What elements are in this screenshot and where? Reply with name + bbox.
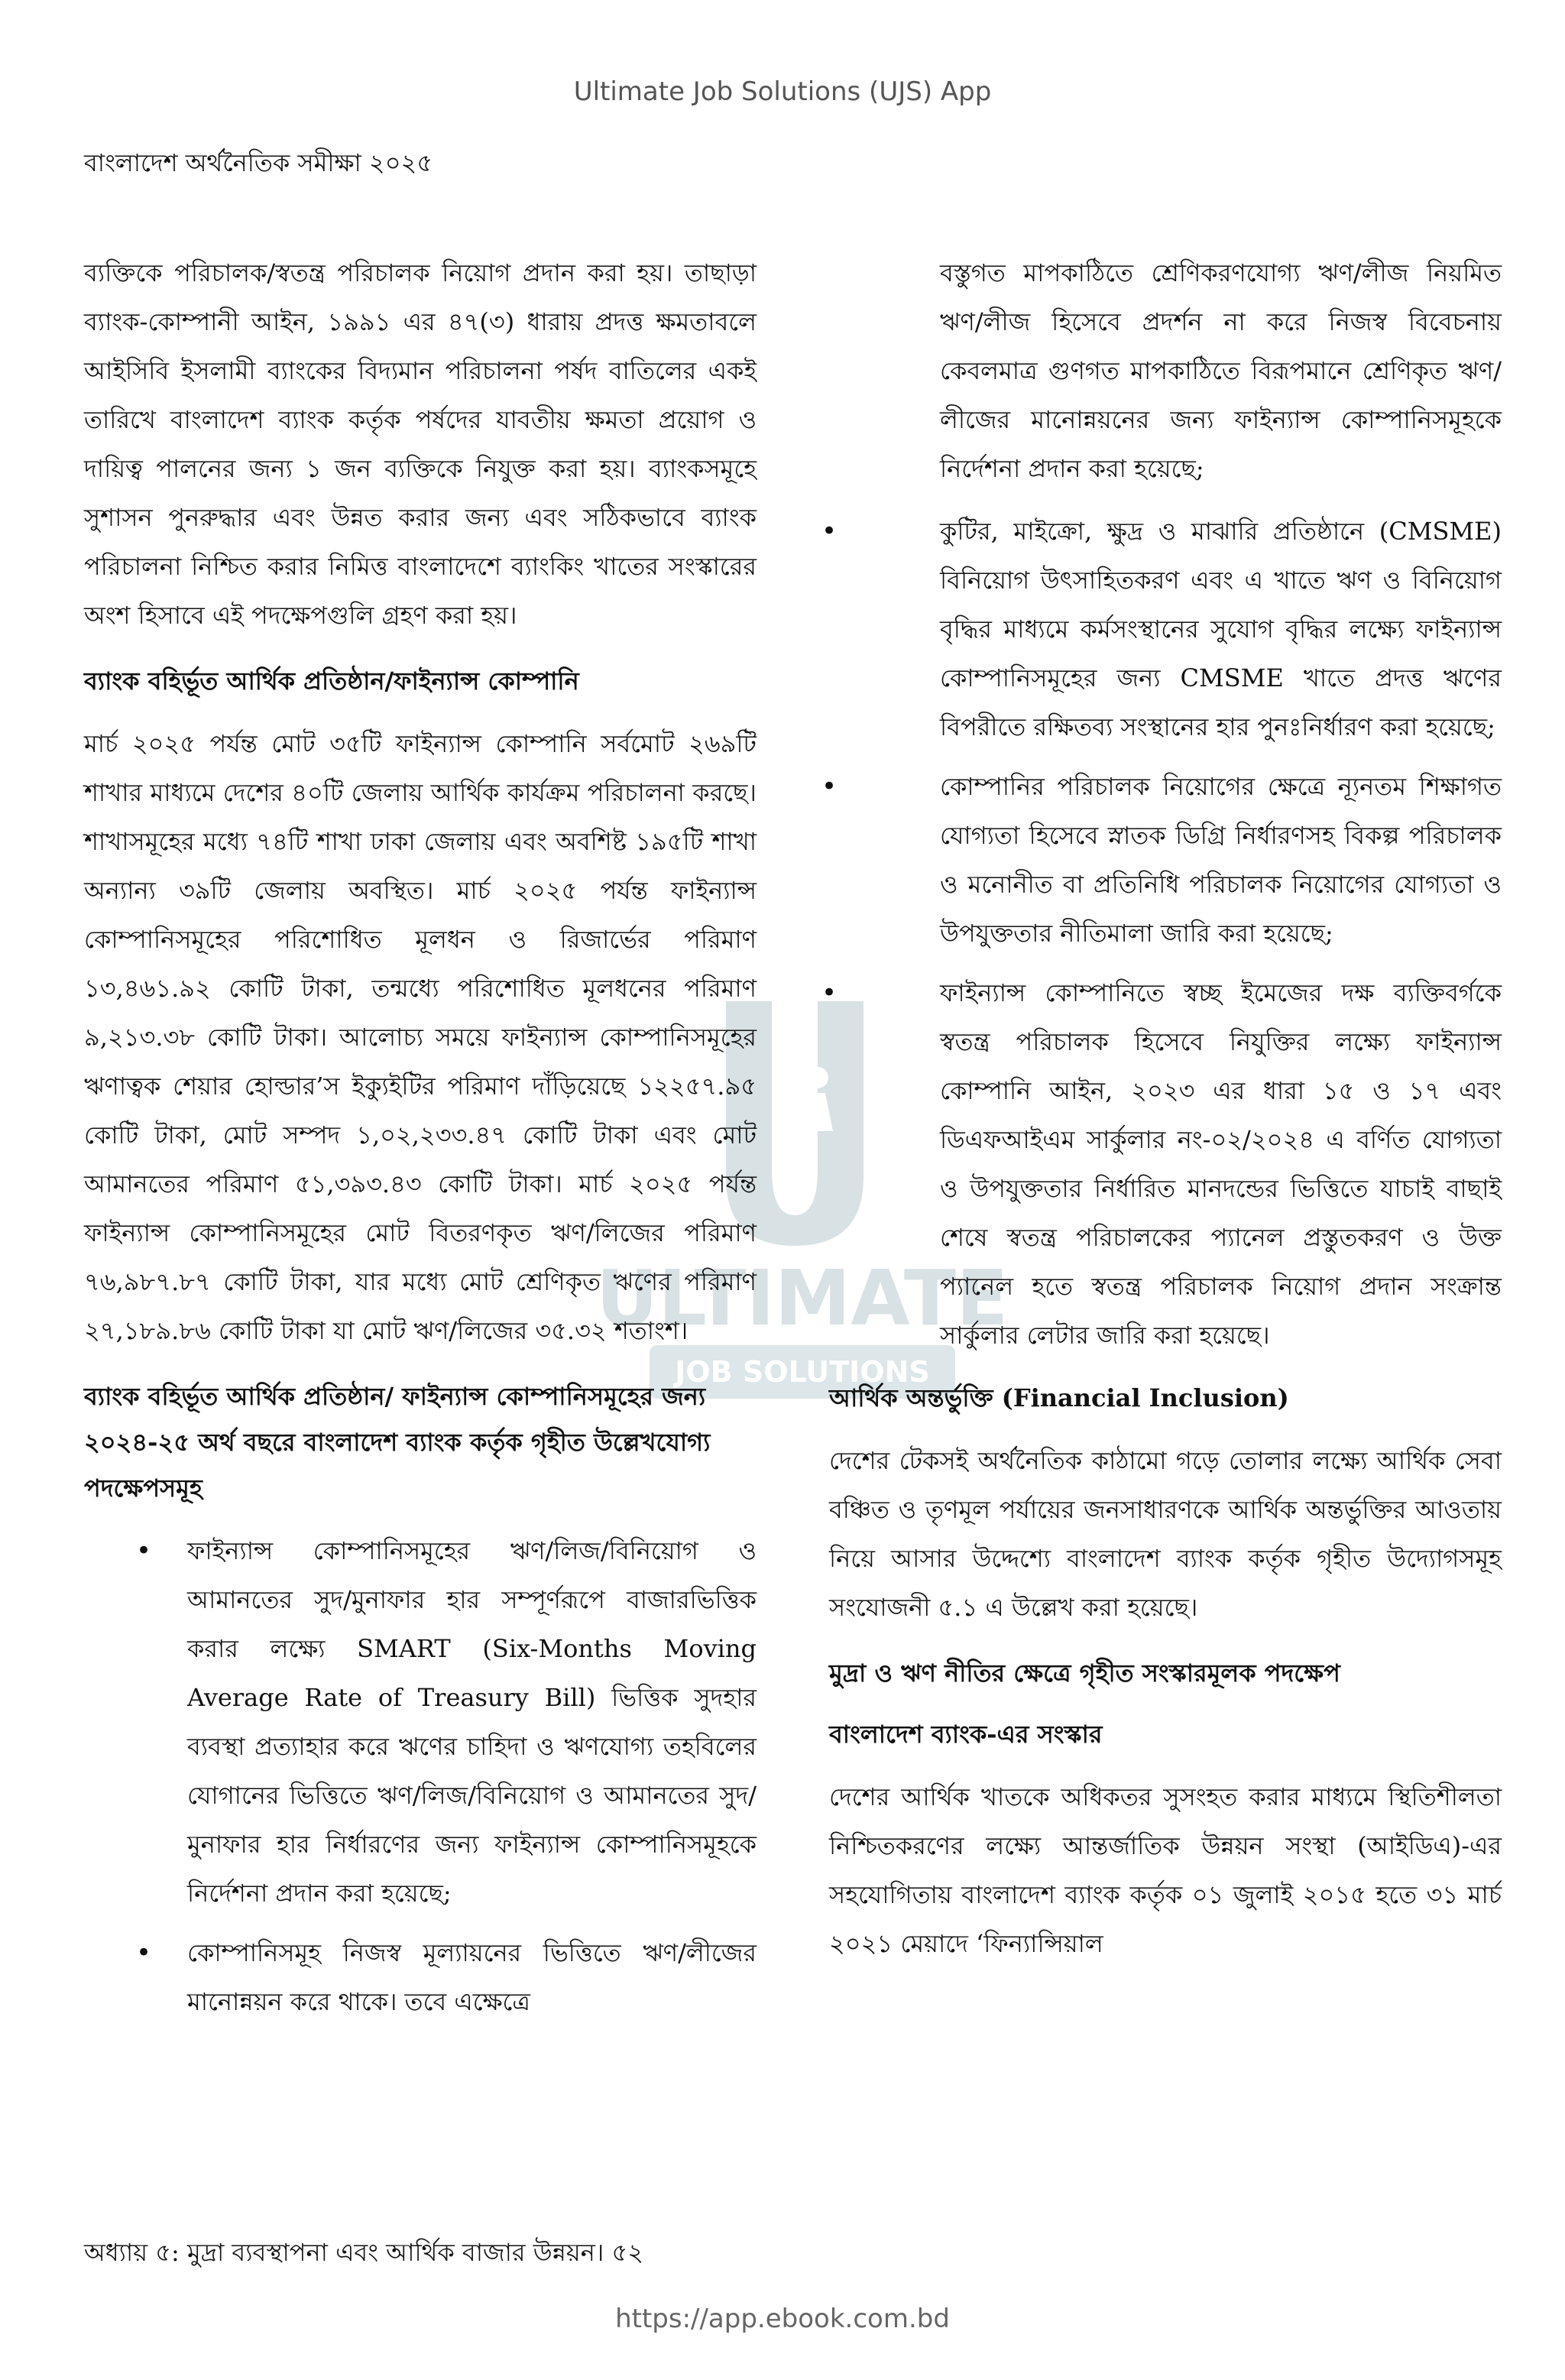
document-title: বাংলাদেশ অর্থনৈতিক সমীক্ষা ২০২৫ [84,148,433,177]
left-column [84,248,757,2041]
right-bullet-list [829,248,1502,1360]
list-item-continuation: বস্তুগত মাপকাঠিতে শ্রেণিকরণযোগ্য ঋণ/লীজ নিয়মিত ঋণ/লীজ হিসেবে প্রদর্শন না করে নিজস্ব বিবেচনায় কেবলমাত্র গুণগত মাপকাঠিতে বিরূপমানে শ্রেণিকৃত ঋণ/লীজের মানোন্নয়নের জন্য ফাইন্যান্স কোম্পানিসমূহকে নির্দেশনা প্রদান করা হয়েছে; [940,258,1502,483]
right-paragraph-2: দেশের আর্থিক খাতকে অধিকতর সুসংহত করার মাধ্যমে স্থিতিশীলতা নিশ্চিতকরণের লক্ষ্যে আন্তর্জাতিক উন্নয়ন সংস্থা (আইডিএ)-এর সহযোগিতায় বাংলাদেশ ব্যাংক কর্তৃক ০১ জুলাই ২০১৫ হতে ৩১ মার্চ ২০২১ মেয়াদে ‘ফিন্যান্সিয়াল [829,1782,1502,1958]
list-item: • ফাইন্যান্স কোম্পানিসমূহের ঋণ/লিজ/বিনিয়োগ ও আমানতের সুদ/মুনাফার হার সম্পূর্ণরূপে বাজারভিত্তিক করার লক্ষ্যে SMART (Six-Months Moving Average Rate of Treasury Bill) ভিত্তিক সুদহার ব্যবস্থা প্রত্যাহার করে ঋণের চাহিদা ও ঋণযোগ্য তহবিলের যোগানের ভিত্তিতে ঋণ/লিজ/বিনিয়োগ ও আমানতের সুদ/মুনাফার হার নির্ধারণের জন্য ফাইন্যান্স কোম্পানিসমূহকে নির্দেশনা প্রদান করা হয়েছে; [84,1526,757,1918]
app-header: Ultimate Job Solutions (UJS) App [573,76,992,107]
left-paragraph-2: মার্চ ২০২৫ পর্যন্ত মোট ৩৫টি ফাইন্যান্স কোম্পানি সর্বমোট ২৬৯টি শাখার মাধ্যমে দেশের ৪০টি জেলায় আর্থিক কার্যক্রম পরিচালনা করছে। শাখাসমূহের মধ্যে ৭৪টি শাখা ঢাকা জেলায় এবং অবশিষ্ট ১৯৫টি শাখা অন্যান্য ৩৯টি জেলায় অবস্থিত। মার্চ ২০২৫ পর্যন্ত ফাইন্যান্স কোম্পানিসমূহের পরিশোধিত মূলধন ও রিজার্ভের পরিমাণ ১৩,৪৬১.৯২ কোটি টাকা, তন্মধ্যে পরিশোধিত মূলধনের পরিমাণ ৯,২১৩.৩৮ কোটি টাকা। আলোচ্য সময়ে ফাইন্যান্স কোম্পানিসমূহের ঋণাত্বক শেয়ার হোল্ডার’স ইক্যুইটির পরিমাণ দাঁড়িয়েছে ১২২৫৭.৯৫ কোটি টাকা, মোট সম্পদ ১,০২,২৩৩.৪৭ কোটি টাকা এবং মোট আমানতের পরিমাণ ৫১,৩৯৩.৪৩ কোটি টাকা। মার্চ ২০২৫ পর্যন্ত ফাইন্যান্স কোম্পানিসমূহের মোট বিতরণকৃত ঋণ/লিজের পরিমাণ ৭৬,৯৮৭.৮৭ কোটি টাকা, যার মধ্যে মোট শ্রেণিকৃত ঋণের পরিমাণ ২৭,১৮৯.৮৬ কোটি টাকা যা মোট ঋণ/লিজের ৩৫.৩২ শতাংশ। [84,729,757,1345]
left-heading-nbfi: ব্যাংক বহির্ভূত আর্থিক প্রতিষ্ঠান/ফাইন্যান্স কোম্পানি [84,666,579,696]
right-heading-financial-inclusion: আর্থিক অন্তর্ভুক্তি (Financial Inclusion) [829,1383,1289,1412]
left-paragraph-1: ব্যক্তিকে পরিচালক/স্বতন্ত্র পরিচালক নিয়োগ প্রদান করা হয়। তাছাড়া ব্যাংক-কোম্পানী আইন, ১৯৯১ এর ৪৭(৩) ধারায় প্রদত্ত ক্ষমতাবলে আইসিবি ইসলামী ব্যাংকের বিদ্যমান পরিচালনা পর্ষদ বাতিলের একই তারিখে বাংলাদেশ ব্যাংক কর্তৃক পর্ষদের যাবতীয় ক্ষমতা প্রয়োগ ও দায়িত্ব পালনের জন্য ১ জন ব্যক্তিকে নিযুক্ত করা হয়। ব্যাংকসমূহে সুশাসন পুনরুদ্ধার এবং উন্নত করার জন্য এবং সঠিকভাবে ব্যাংক পরিচালনা নিশ্চিত করার নিমিত্ত বাংলাদেশে ব্যাংকিং খাতের সংস্কারের অংশ হিসাবে এই পদক্ষেপগুলি গ্রহণ করা হয়। [84,258,757,630]
list-item: • কুটির, মাইক্রো, ক্ষুদ্র ও মাঝারি প্রতিষ্ঠানে (CMSME) বিনিয়োগ উৎসাহিতকরণ এবং এ খাতে ঋণ ও বিনিয়োগ বৃদ্ধির মাধ্যমে কর্মসংস্থানের সুযোগ বৃদ্ধির লক্ষ্যে ফাইন্যান্স কোম্পানিসমূহের জন্য CMSME খাতে প্রদত্ত ঋণের বিপরীতে রক্ষিতব্য সংস্থানের হার পুনঃনির্ধারণ করা হয়েছে; [829,507,1502,751]
right-paragraph-1: দেশের টেকসই অর্থনৈতিক কাঠামো গড়ে তোলার লক্ষ্যে আর্থিক সেবা বঞ্চিত ও তৃণমূল পর্যায়ের জনসাধারণকে আর্থিক অন্তর্ভুক্তির আওতায় নিয়ে আসার উদ্দেশ্যে বাংলাদেশ ব্যাংক কর্তৃক গৃহীত উদ্যোগসমূহ সংযোজনী ৫.১ এ উল্লেখ করা হয়েছে। [829,1446,1502,1622]
list-item: • কোম্পানির পরিচালক নিয়োগের ক্ষেত্রে ন্যূনতম শিক্ষাগত যোগ্যতা হিসেবে স্নাতক ডিগ্রি নির্ধারণসহ বিকল্প পরিচালক ও মনোনীত বা প্রতিনিধি পরিচালক নিয়োগের যোগ্যতা ও উপযুক্ততার নীতিমালা জারি করা হয়েছে; [829,762,1502,958]
right-heading-reforms: মুদ্রা ও ঋণ নীতির ক্ষেত্রে গৃহীত সংস্কারমূলক পদক্ষেপ [829,1659,1340,1688]
page-footer: অধ্যায় ৫: মুদ্রা ব্যবস্থাপনা এবং আর্থিক বাজার উন্নয়ন। ৫২ [84,2238,644,2267]
watermark-title: ULTIMATE [596,1253,1009,1343]
right-heading-bb-reform: বাংলাদেশ ব্যাংক-এর সংস্কার [829,1720,1103,1749]
watermark-subtitle: JOB SOLUTIONS [650,1345,955,1399]
list-item: • কোম্পানিসমূহ নিজস্ব মূল্যায়নের ভিত্তিতে ঋণ/লীজের মানোন্নয়ন করে থাকে। তবে এক্ষেত্রে [84,1928,757,2026]
right-column [829,248,1502,1986]
left-bullet-list [84,1526,757,2026]
footer-url: https://app.ebook.com.bd [615,2304,950,2334]
list-item: • ফাইন্যান্স কোম্পানিতে স্বচ্ছ ইমেজের দক্ষ ব্যক্তিবর্গকে স্বতন্ত্র পরিচালক হিসেবে নিযুক্তির লক্ষ্যে ফাইন্যান্স কোম্পানি আইন, ২০২৩ এর ধারা ১৫ ও ১৭ এবং ডিএফআইএম সার্কুলার নং-০২/২০২৪ এ বর্ণিত যোগ্যতা ও উপযুক্ততার নির্ধারিত মানদন্ডের ভিত্তিতে যাচাই বাছাই শেষে স্বতন্ত্র পরিচালকের প্যানেল প্রস্তুতকরণ ও উক্ত প্যানেল হতে স্বতন্ত্র পরিচালক নিয়োগ প্রদান সংক্রান্ত সার্কুলার লেটার জারি করা হয়েছে। [829,968,1502,1360]
left-heading-measures: ব্যাংক বহির্ভূত আর্থিক প্রতিষ্ঠান/ ফাইন্যান্স কোম্পানিসমূহের জন্য ২০২৪-২৫ অর্থ বছরে বাংলাদেশ ব্যাংক কর্তৃক গৃহীত উল্লেখযোগ্য পদক্ষেপসমূহ [84,1382,711,1503]
